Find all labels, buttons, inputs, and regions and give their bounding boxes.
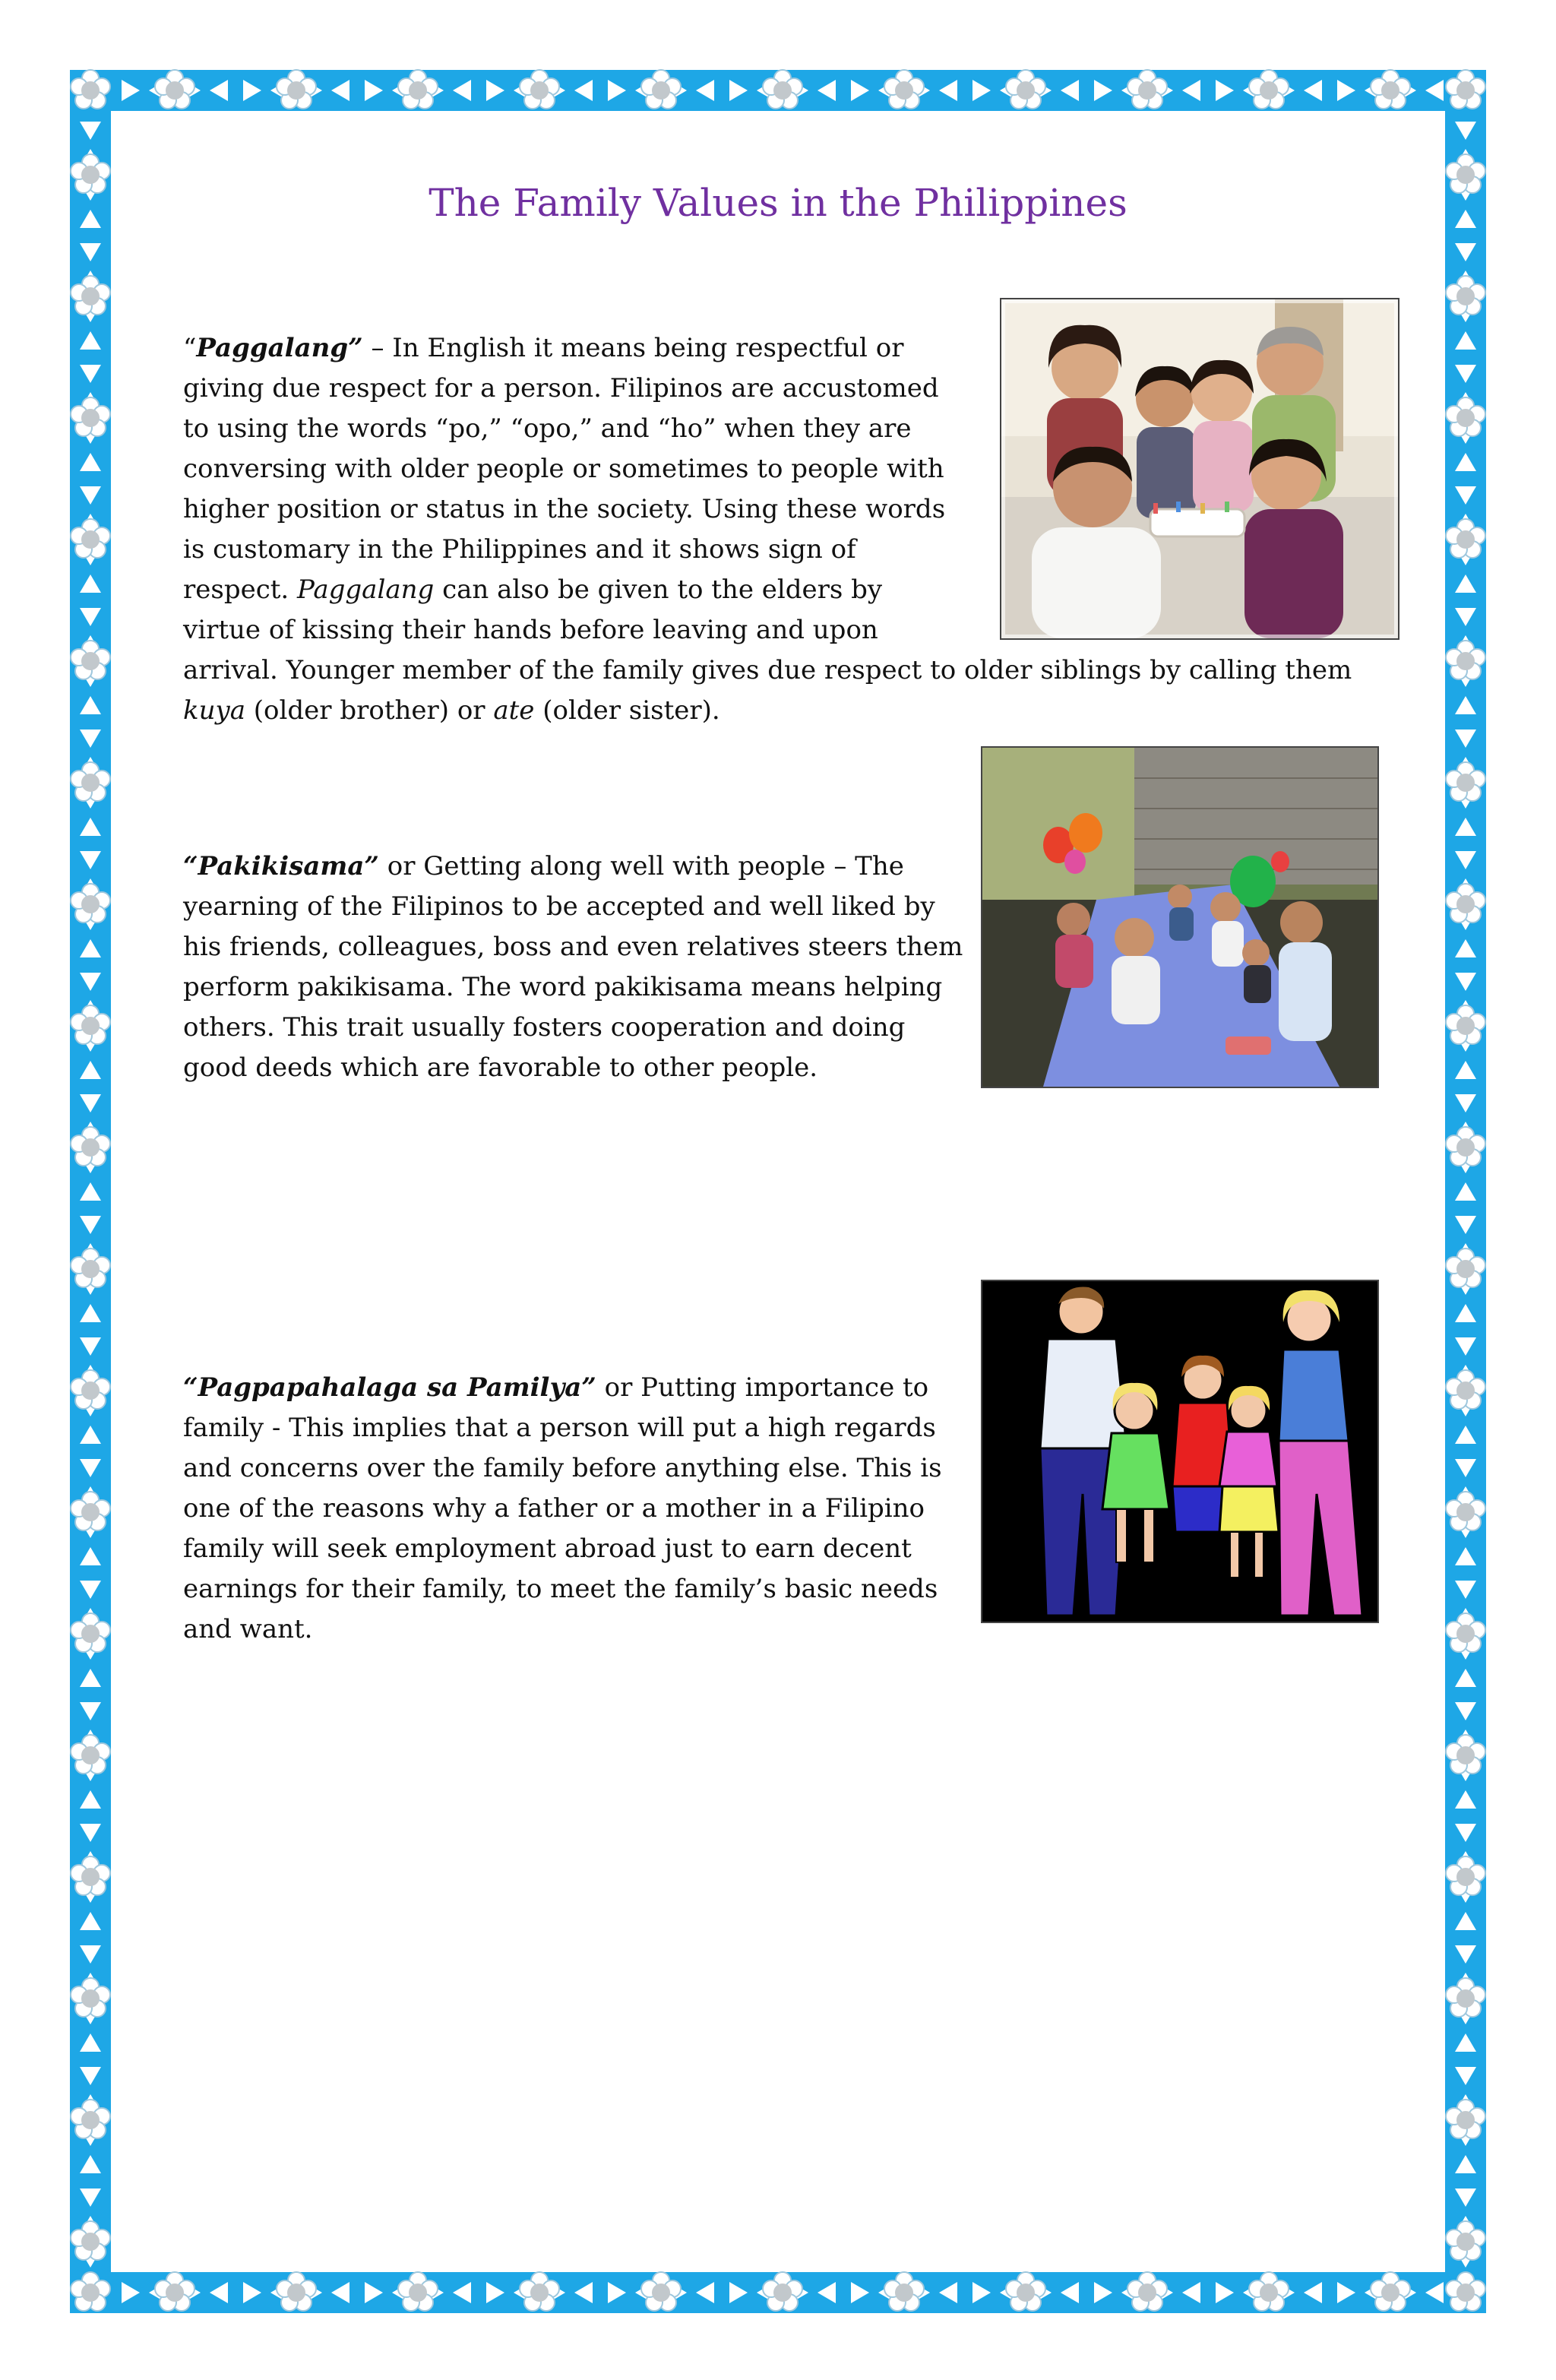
term-pakikisama: “Pakikisama” [183, 851, 379, 881]
pakikisama-paragraph [183, 847, 966, 1088]
kuya-gloss: (older brother) or [245, 695, 494, 726]
ate-gloss: (older sister). [534, 695, 720, 726]
pagpapahalaga-paragraph [183, 1368, 966, 1650]
open-quote: “ [183, 333, 197, 363]
family-portrait-photo [1000, 298, 1399, 640]
paggalang-italic: Paggalang [297, 574, 435, 605]
family-party-photo [981, 746, 1379, 1088]
pagpapahalaga-body: or Putting importance to family - This implies that a person will put a high regards and concerns over the family before anything else. This is one of the reasons why a father or a mother in a Filipino family will seek employment abroad just to earn decent earnings for their family, to meet the family’s basic needs and want. [183, 1372, 942, 1644]
family-clipart [981, 1280, 1379, 1623]
term-pagpapahalaga: “Pagpapahalaga sa Pamilya” [183, 1372, 596, 1403]
paggalang-intro: – In English it means being respectful or giving due respect for a person. Filipinos are accustomed to using the words “po,” “opo,” and “ho” when they are conversing with older people or sometimes to people with higher position or status in the society. Using these words is customary in the Philippines and it shows sign of respect. [183, 333, 946, 605]
term-paggalang: Paggalang [196, 333, 349, 363]
pakikisama-body: or Getting along well with people – The yearning of the Filipinos to be accepted and well liked by his friends, colleagues, boss and even relatives steers them perform pakikisama. The word pakikisama means helping others. This trait usually fosters cooperation and doing good deeds which are favorable to other people. [183, 851, 963, 1083]
ate-term: ate [493, 695, 535, 726]
kuya-term: kuya [183, 695, 245, 726]
paggalang-rest: can also be given to the elders by virtue of kissing their hands before leaving and upon arrival. Younger member of the family gives due respect to older siblings by calling them [183, 574, 1352, 685]
close-quote: ” [348, 333, 363, 363]
page-title: The Family Values in the Philippines [429, 181, 1127, 225]
